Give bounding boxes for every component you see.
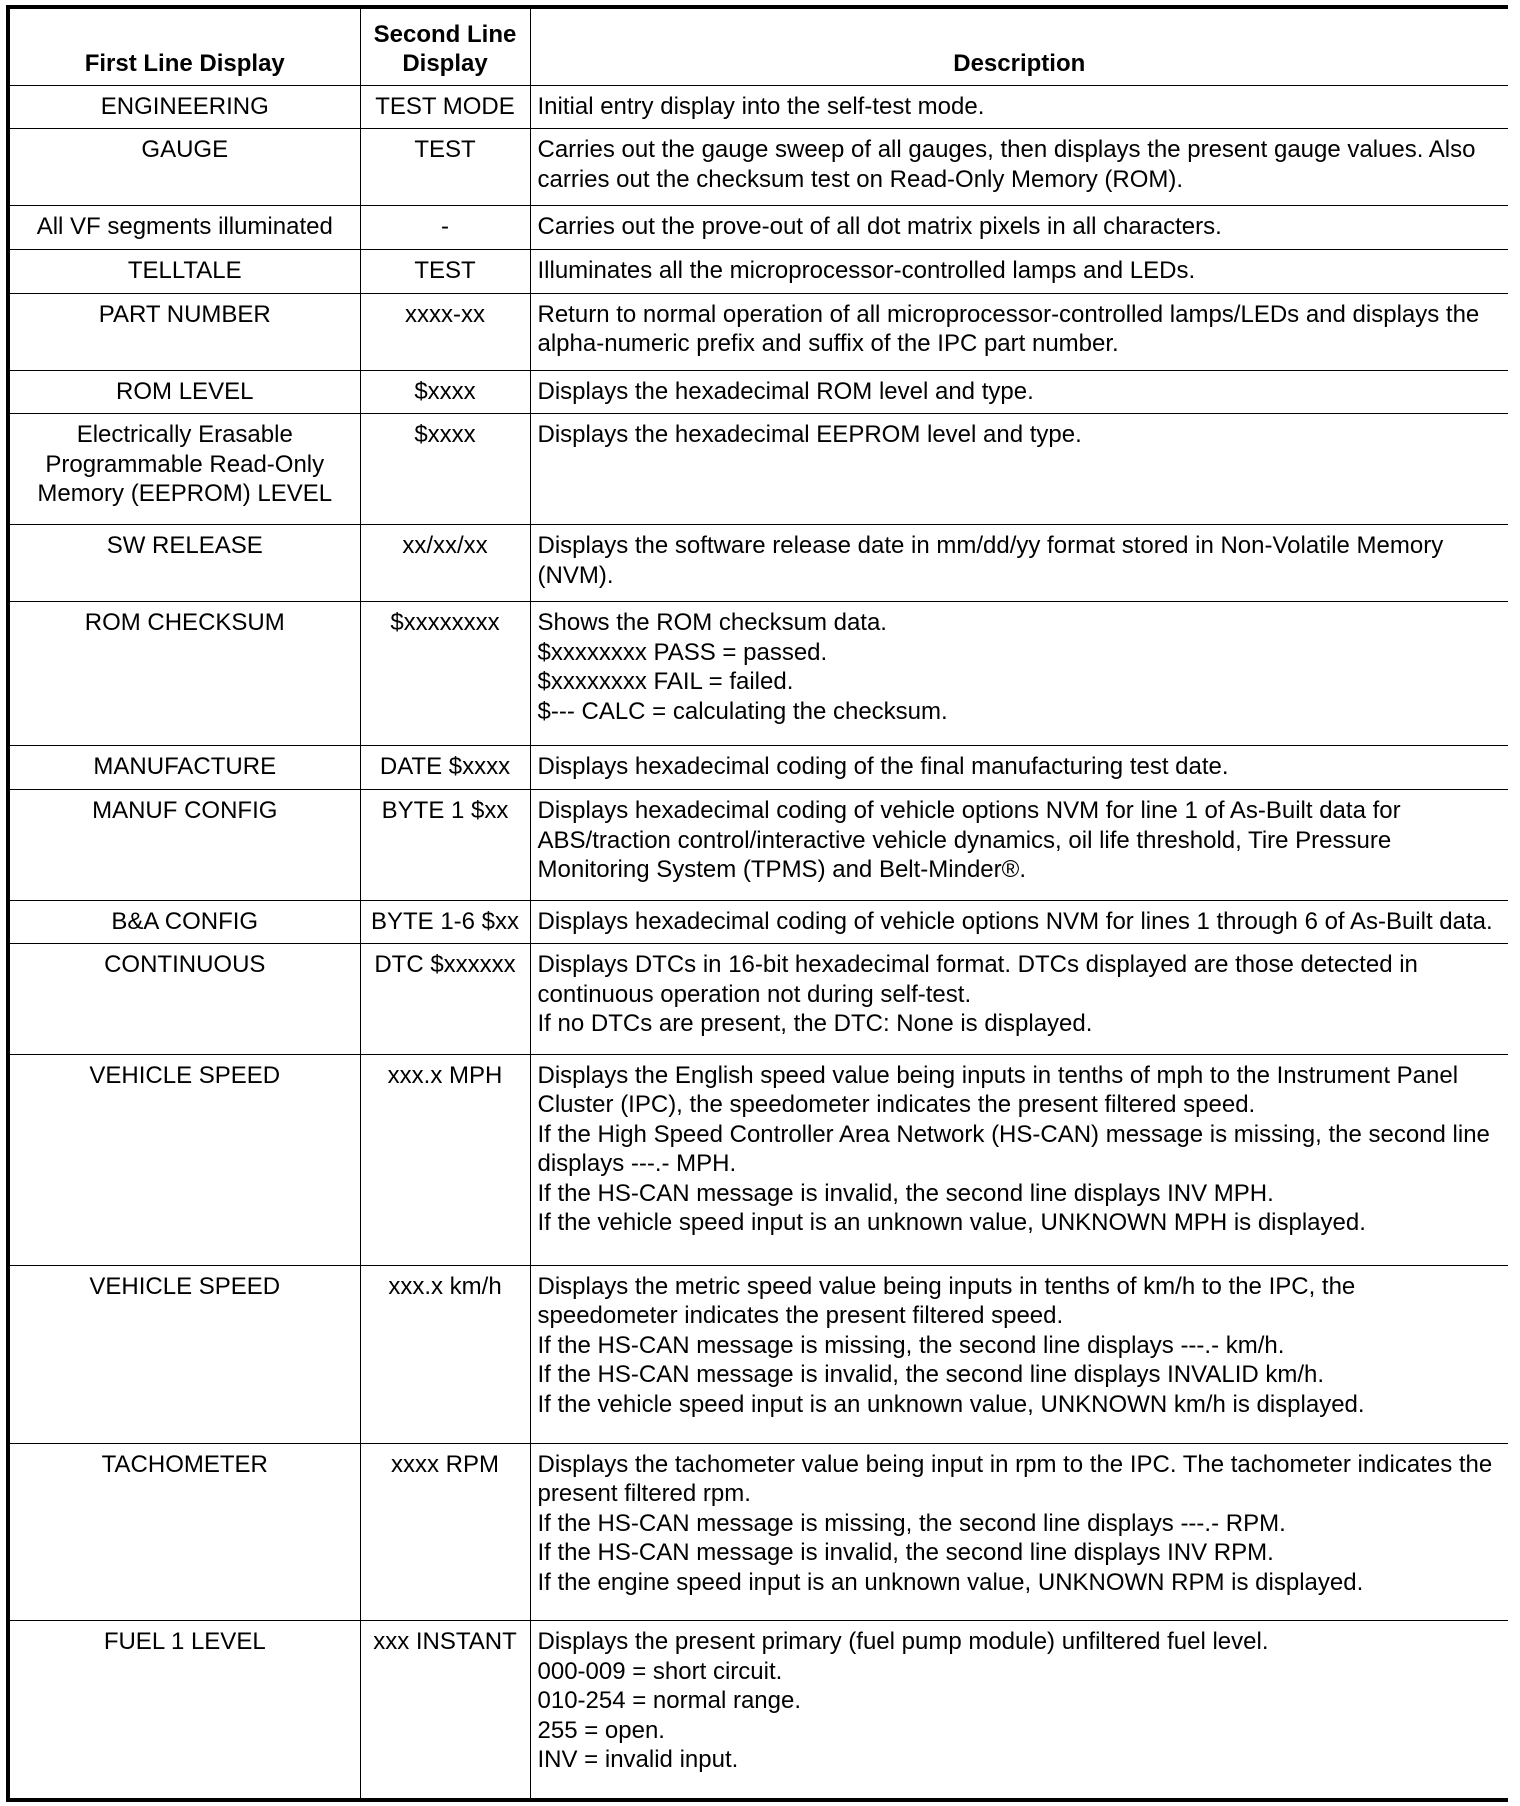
description-line: If no DTCs are present, the DTC: None is displayed. <box>537 1010 1093 1038</box>
description-line: Displays the English speed value being inputs in tenths of mph to the Instrument Panel Cluster (IPC), the speedometer indicates the present filtered speed. <box>537 1061 1459 1119</box>
second-line-display-cell: $xxxx <box>360 370 530 414</box>
first-line-display-cell: VEHICLE SPEED <box>8 1054 360 1265</box>
description-line: If the engine speed input is an unknown value, UNKNOWN RPM is displayed. <box>537 1568 1364 1596</box>
second-line-display-cell: $xxxxxxxx <box>360 602 530 746</box>
description-cell: Displays the software release date in mm/dd/yy format stored in Non-Volatile Memory (NVM). <box>530 525 1508 602</box>
table-row <box>8 249 1508 293</box>
description-cell <box>530 1054 1508 1265</box>
description-line: If the HS-CAN message is missing, the second line displays ---.- km/h. <box>537 1331 1285 1359</box>
description-cell: Carries out the gauge sweep of all gauges, then displays the present gauge values. Also carries out the checksum test on Read-Only Memory (ROM). <box>530 129 1508 206</box>
second-line-display-cell: BYTE 1 $xx <box>360 790 530 901</box>
first-line-display-cell: All VF segments illuminated <box>8 206 360 250</box>
second-line-display-cell: TEST <box>360 249 530 293</box>
second-line-display-cell: TEST <box>360 129 530 206</box>
first-line-display-cell: TACHOMETER <box>8 1443 360 1621</box>
description-line: If the vehicle speed input is an unknown value, UNKNOWN km/h is displayed. <box>537 1390 1365 1418</box>
description-cell: Initial entry display into the self-test mode. <box>530 85 1508 129</box>
table-row <box>8 1621 1508 1800</box>
description-line: If the HS-CAN message is invalid, the second line displays INVALID km/h. <box>537 1361 1325 1389</box>
description-cell: Displays hexadecimal coding of vehicle options NVM for line 1 of As-Built data for ABS/traction control/interactive vehicle dynamics, oil life threshold, Tire Pressure Monitoring System (TPMS) and Belt-Minder®. <box>530 790 1508 901</box>
description-line: If the vehicle speed input is an unknown value, UNKNOWN MPH is displayed. <box>537 1209 1366 1237</box>
description-cell <box>530 1621 1508 1800</box>
description-cell: Displays hexadecimal coding of vehicle options NVM for lines 1 through 6 of As-Built data. <box>530 900 1508 944</box>
header-description: Description <box>530 7 1508 85</box>
second-line-display-cell: xx/xx/xx <box>360 525 530 602</box>
second-line-display-cell: $xxxx <box>360 414 530 525</box>
table-row <box>8 85 1508 129</box>
description-cell: Return to normal operation of all microprocessor-controlled lamps/LEDs and displays the alpha-numeric prefix and suffix of the IPC part number. <box>530 293 1508 370</box>
second-line-display-cell: xxx.x MPH <box>360 1054 530 1265</box>
description-cell <box>530 1265 1508 1443</box>
description-cell: Displays hexadecimal coding of the final manufacturing test date. <box>530 746 1508 790</box>
table-row <box>8 900 1508 944</box>
description-line: 255 = open. <box>537 1716 665 1744</box>
first-line-display-cell: FUEL 1 LEVEL <box>8 1621 360 1800</box>
first-line-display-cell: TELLTALE <box>8 249 360 293</box>
description-line: If the HS-CAN message is invalid, the second line displays INV MPH. <box>537 1179 1274 1207</box>
second-line-display-cell: xxx INSTANT <box>360 1621 530 1800</box>
second-line-display-cell: DATE $xxxx <box>360 746 530 790</box>
first-line-display-cell: CONTINUOUS <box>8 944 360 1055</box>
first-line-display-cell: Electrically Erasable Programmable Read-Only Memory (EEPROM) LEVEL <box>8 414 360 525</box>
description-cell <box>530 944 1508 1055</box>
description-line: $xxxxxxxx FAIL = failed. <box>537 668 794 696</box>
display-table-container <box>6 5 1508 1802</box>
table-row <box>8 414 1508 525</box>
first-line-display-cell: VEHICLE SPEED <box>8 1265 360 1443</box>
header-second-line-display: Second Line Display <box>360 7 530 85</box>
first-line-display-cell: B&A CONFIG <box>8 900 360 944</box>
description-line: Displays the present primary (fuel pump module) unfiltered fuel level. <box>537 1628 1269 1656</box>
table-row <box>8 129 1508 206</box>
table-row <box>8 370 1508 414</box>
table-row <box>8 790 1508 901</box>
first-line-display-cell: PART NUMBER <box>8 293 360 370</box>
description-cell: Displays the hexadecimal EEPROM level and type. <box>530 414 1508 525</box>
description-line: 000-009 = short circuit. <box>537 1657 783 1685</box>
table-row <box>8 525 1508 602</box>
second-line-display-cell: xxx.x km/h <box>360 1265 530 1443</box>
table-body <box>8 85 1508 1800</box>
first-line-display-cell: SW RELEASE <box>8 525 360 602</box>
first-line-display-cell: ROM LEVEL <box>8 370 360 414</box>
table-row <box>8 1265 1508 1443</box>
header-first-line-display: First Line Display <box>8 7 360 85</box>
table-row <box>8 206 1508 250</box>
table-row <box>8 602 1508 746</box>
description-line: 010-254 = normal range. <box>537 1687 802 1715</box>
table-row <box>8 746 1508 790</box>
description-line: Displays the tachometer value being input in rpm to the IPC. The tachometer indicates the present filtered rpm. <box>537 1450 1493 1508</box>
description-line: $xxxxxxxx PASS = passed. <box>537 638 828 666</box>
description-line: Shows the ROM checksum data. <box>537 609 887 637</box>
table-row <box>8 1054 1508 1265</box>
description-cell: Carries out the prove-out of all dot matrix pixels in all characters. <box>530 206 1508 250</box>
description-line: Displays DTCs in 16-bit hexadecimal format. DTCs displayed are those detected in continuous operation not during self-test. <box>537 951 1418 1008</box>
description-line: If the HS-CAN message is missing, the second line displays ---.- RPM. <box>537 1509 1286 1537</box>
table-row <box>8 944 1508 1055</box>
table-row <box>8 293 1508 370</box>
first-line-display-cell: GAUGE <box>8 129 360 206</box>
table-header-row <box>8 7 1508 85</box>
first-line-display-cell: MANUF CONFIG <box>8 790 360 901</box>
second-line-display-cell: TEST MODE <box>360 85 530 129</box>
second-line-display-cell: DTC $xxxxxx <box>360 944 530 1055</box>
first-line-display-cell: ROM CHECKSUM <box>8 602 360 746</box>
description-line: Displays the metric speed value being inputs in tenths of km/h to the IPC, the speedometer indicates the present filtered speed. <box>537 1272 1356 1330</box>
description-cell <box>530 1443 1508 1621</box>
self-test-display-table <box>6 5 1508 1802</box>
description-line: If the HS-CAN message is invalid, the second line displays INV RPM. <box>537 1539 1274 1567</box>
first-line-display-cell: MANUFACTURE <box>8 746 360 790</box>
second-line-display-cell: xxxx RPM <box>360 1443 530 1621</box>
second-line-display-cell: BYTE 1-6 $xx <box>360 900 530 944</box>
description-line: $--- CALC = calculating the checksum. <box>537 697 948 725</box>
description-line: If the High Speed Controller Area Network (HS-CAN) message is missing, the second line displays ---.- MPH. <box>537 1120 1490 1178</box>
description-line: INV = invalid input. <box>537 1746 739 1774</box>
second-line-display-cell: xxxx-xx <box>360 293 530 370</box>
description-cell: Displays the hexadecimal ROM level and type. <box>530 370 1508 414</box>
table-row <box>8 1443 1508 1621</box>
description-cell <box>530 602 1508 746</box>
description-cell: Illuminates all the microprocessor-controlled lamps and LEDs. <box>530 249 1508 293</box>
first-line-display-cell: ENGINEERING <box>8 85 360 129</box>
second-line-display-cell: - <box>360 206 530 250</box>
